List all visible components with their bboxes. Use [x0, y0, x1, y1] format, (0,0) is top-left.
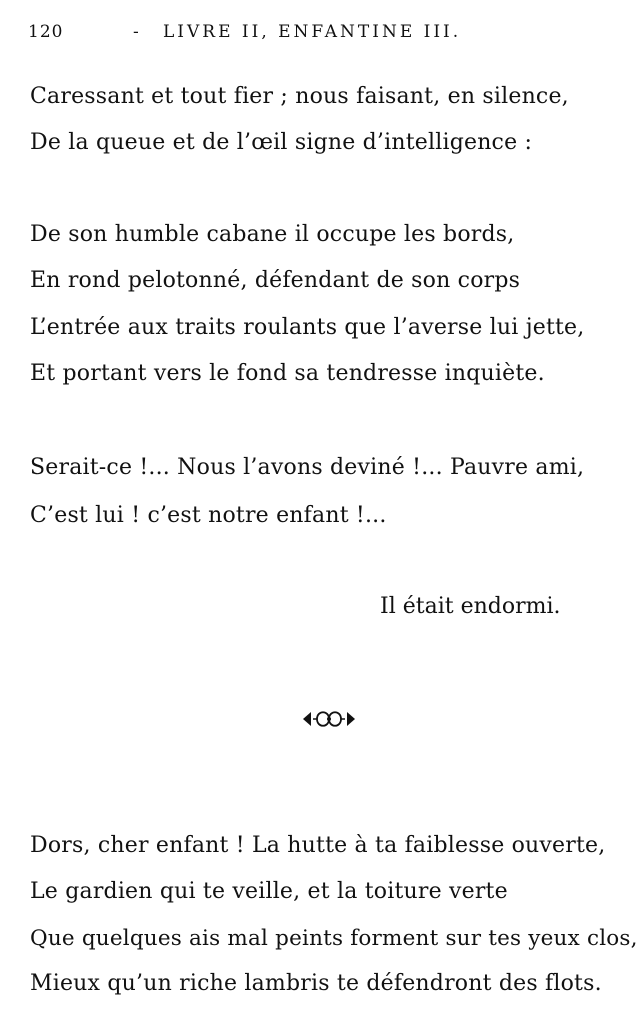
verse-line: C’est lui ! c’est notre enfant !...	[30, 503, 387, 528]
fleuron-ornament-icon	[299, 706, 359, 732]
verse-line: De son humble cabane il occupe les bords,	[30, 222, 515, 247]
running-head: LIVRE II, ENFANTINE III.	[163, 22, 462, 42]
verse-line: Mieux qu’un riche lambris te défendront des flots.	[30, 971, 602, 996]
verse-line: L’entrée aux traits roulants que l’averse lui jette,	[30, 315, 585, 340]
verse-line: En rond pelotonné, défendant de son corps	[30, 268, 521, 293]
page-number: 120	[28, 22, 64, 42]
verse-line: Caressant et tout fier ; nous faisant, en silence,	[30, 84, 569, 109]
header-dash: -	[133, 22, 139, 42]
verse-line: Serait-ce !... Nous l’avons deviné !... Pauvre ami,	[30, 455, 585, 480]
verse-line: Que quelques ais mal peints forment sur tes yeux clos,	[30, 926, 638, 951]
verse-line: Le gardien qui te veille, et la toiture verte	[30, 879, 508, 904]
verse-line-indented: Il était endormi.	[380, 594, 561, 619]
verse-line: De la queue et de l’œil signe d’intelligence :	[30, 130, 533, 155]
verse-line: Et portant vers le fond sa tendresse inquiète.	[30, 361, 545, 386]
verse-line: Dors, cher enfant ! La hutte à ta faiblesse ouverte,	[30, 833, 606, 858]
